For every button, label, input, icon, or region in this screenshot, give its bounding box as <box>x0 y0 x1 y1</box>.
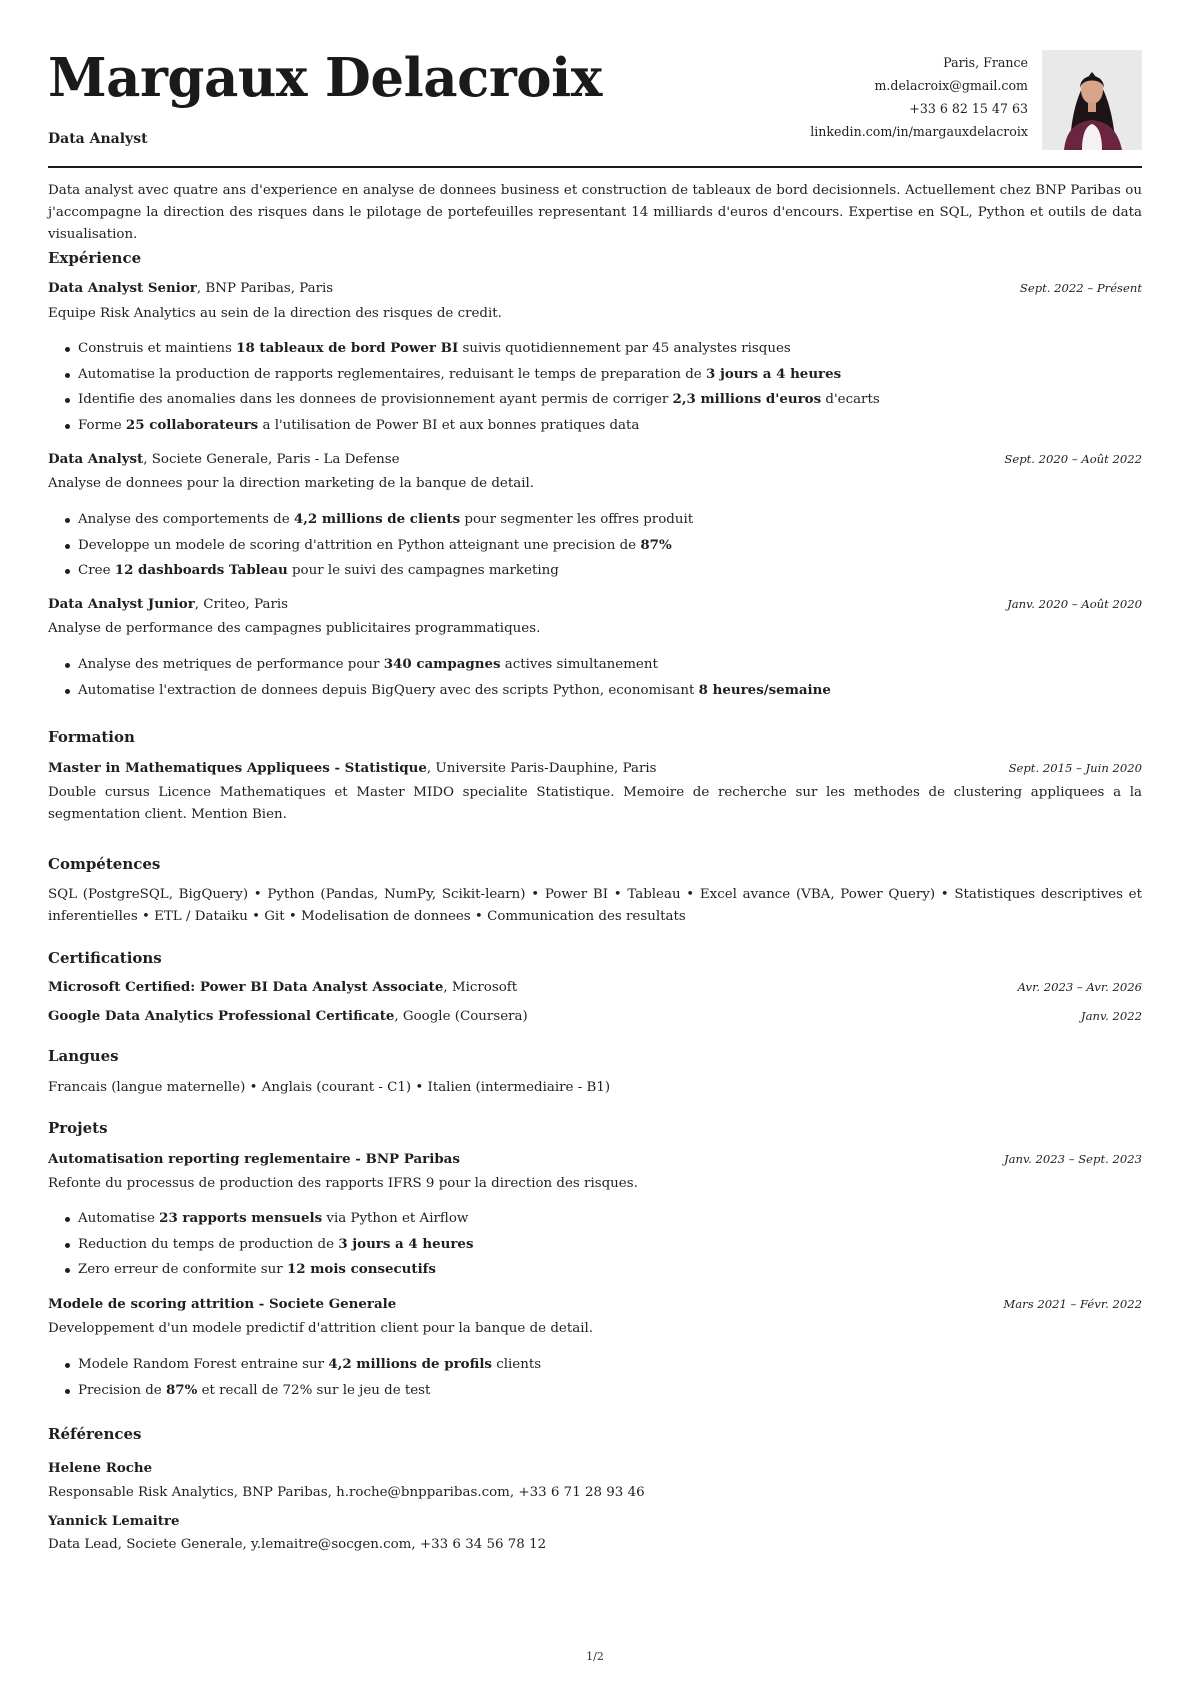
project-description: Refonte du processus de production des rapports IFRS 9 pour la direction des risques. <box>48 1176 638 1191</box>
job-date: Sept. 2020 – Août 2022 <box>1004 452 1142 466</box>
resume-header <box>48 0 1142 168</box>
page-indicator: 1/2 <box>586 1650 604 1663</box>
job-org: , Societe Generale, Paris - La Defense <box>143 452 400 467</box>
project-entry-header <box>48 1151 1142 1171</box>
section-title-references: Références <box>48 1425 142 1443</box>
job-title: Data Analyst Senior <box>48 280 197 296</box>
school-name: , Universite Paris-Dauphine, Paris <box>426 761 657 776</box>
education-entry-header <box>48 760 1142 780</box>
bullet-item: Automatise l'extraction de donnees depuis BigQuery avec des scripts Python, economisant 8 heures/semaine <box>78 680 1142 706</box>
section-title-certifications: Certifications <box>48 949 162 967</box>
contact-linkedin[interactable]: linkedin.com/in/margauxdelacroix <box>810 124 1028 139</box>
job-description: Analyse de donnees pour la direction marketing de la banque de detail. <box>48 476 535 491</box>
experience-entry-header <box>48 451 1142 471</box>
bullet-item: Forme 25 collaborateurs a l'utilisation de Power BI et aux bonnes pratiques data <box>78 415 1142 441</box>
candidate-name: Margaux Delacroix <box>48 47 602 109</box>
contact-location: Paris, France <box>943 55 1028 70</box>
experience-entry-header <box>48 596 1142 616</box>
degree-title: Master in Mathematiques Appliquees - Statistique <box>48 760 427 776</box>
contact-email[interactable]: m.delacroix@gmail.com <box>874 78 1028 93</box>
certification-item <box>48 979 1142 999</box>
job-description: Analyse de performance des campagnes publicitaires programmatiques. <box>48 621 541 636</box>
candidate-role: Data Analyst <box>48 131 148 147</box>
certification-date: Avr. 2023 – Avr. 2026 <box>1017 980 1142 994</box>
resume-page <box>48 0 1142 1552</box>
bullet-item: Identifie des anomalies dans les donnees de provisionnement ayant permis de corriger 2,3 millions d'euros d'ecarts <box>78 389 1142 415</box>
job-date: Sept. 2022 – Présent <box>1019 281 1142 295</box>
education-description: Double cursus Licence Mathematiques et Master MIDO specialite Statistique. Memoire de recherche sur les methodes de clustering appliquees a la segmentation client. Mention Bien. <box>48 785 1142 822</box>
certification-issuer: , Google (Coursera) <box>394 1009 528 1024</box>
reference-details: Responsable Risk Analytics, BNP Paribas, h.roche@bnpparibas.com, +33 6 71 28 93 46 <box>48 1485 645 1500</box>
certification-issuer: , Microsoft <box>443 980 518 995</box>
section-title-education: Formation <box>48 728 135 746</box>
bullet-item: Construis et maintiens 18 tableaux de bord Power BI suivis quotidiennement par 45 analystes risques <box>78 338 1142 364</box>
job-bullets <box>78 654 1142 705</box>
bullet-item: Modele Random Forest entraine sur 4,2 millions de profils clients <box>78 1354 1142 1380</box>
contact-block <box>810 54 1028 146</box>
job-org: , BNP Paribas, Paris <box>196 281 334 296</box>
reference-name: Helene Roche <box>48 1460 153 1476</box>
languages-list: Francais (langue maternelle) • Anglais (courant - C1) • Italien (intermediaire - B1) <box>48 1080 611 1095</box>
project-date: Janv. 2023 – Sept. 2023 <box>1003 1152 1142 1166</box>
bullet-item: Automatise la production de rapports reglementaires, reduisant le temps de preparation de 3 jours a 4 heures <box>78 364 1142 390</box>
project-entry-header <box>48 1296 1142 1316</box>
reference-details: Data Lead, Societe Generale, y.lemaitre@socgen.com, +33 6 34 56 78 12 <box>48 1537 547 1552</box>
bullet-item: Automatise 23 rapports mensuels via Python et Airflow <box>78 1208 1142 1234</box>
bullet-item: Analyse des metriques de performance pour 340 campagnes actives simultanement <box>78 654 1142 680</box>
section-title-languages: Langues <box>48 1047 119 1065</box>
profile-photo-icon <box>1042 50 1142 150</box>
job-title: Data Analyst <box>48 451 144 467</box>
certification-title: Google Data Analytics Professional Certificate <box>48 1008 395 1024</box>
job-title: Data Analyst Junior <box>48 596 195 612</box>
certification-title: Microsoft Certified: Power BI Data Analyst Associate <box>48 979 444 995</box>
project-title: Automatisation reporting reglementaire - BNP Paribas <box>48 1151 460 1167</box>
job-date: Janv. 2020 – Août 2020 <box>1007 597 1142 611</box>
section-title-experience: Expérience <box>48 249 142 267</box>
job-bullets <box>78 338 1142 440</box>
education-date: Sept. 2015 – Juin 2020 <box>1008 761 1142 775</box>
project-date: Mars 2021 – Févr. 2022 <box>1003 1297 1142 1311</box>
project-bullets <box>78 1354 1142 1405</box>
bullet-item: Precision de 87% et recall de 72% sur le jeu de test <box>78 1380 1142 1406</box>
job-org: , Criteo, Paris <box>194 597 289 612</box>
section-title-skills: Compétences <box>48 855 161 873</box>
experience-entry-header <box>48 280 1142 300</box>
header-divider <box>48 166 1142 168</box>
job-bullets <box>78 509 1142 586</box>
profile-summary: Data analyst avec quatre ans d'experience en analyse de donnees business et construction de tableaux de bord decisionnels. Actuellement chez BNP Paribas ou j'accompagne la direction des risques dans le pilotage de portefeuilles representant 14 milliards d'euros d'encours. Expertise en SQL, Python et outils de data visualisation. <box>48 183 1142 242</box>
bullet-item: Analyse des comportements de 4,2 millions de clients pour segmenter les offres produit <box>78 509 1142 535</box>
bullet-item: Developpe un modele de scoring d'attrition en Python atteignant une precision de 87% <box>78 535 1142 561</box>
certification-item <box>48 1008 1142 1028</box>
section-title-projects: Projets <box>48 1119 108 1137</box>
bullet-item: Cree 12 dashboards Tableau pour le suivi des campagnes marketing <box>78 560 1142 586</box>
certification-date: Janv. 2022 <box>1080 1009 1142 1023</box>
job-description: Equipe Risk Analytics au sein de la direction des risques de credit. <box>48 306 502 321</box>
project-title: Modele de scoring attrition - Societe Generale <box>48 1296 397 1312</box>
bullet-item: Zero erreur de conformite sur 12 mois consecutifs <box>78 1259 1142 1285</box>
project-description: Developpement d'un modele predictif d'attrition client pour la banque de detail. <box>48 1321 594 1336</box>
reference-name: Yannick Lemaitre <box>48 1513 180 1529</box>
profile-photo <box>1042 50 1142 150</box>
project-bullets <box>78 1208 1142 1285</box>
skills-list: SQL (PostgreSQL, BigQuery) • Python (Pandas, NumPy, Scikit-learn) • Power BI • Tableau • Excel avance (VBA, Power Query) • Statistiques descriptives et inferentielles • ETL / Dataiku • Git • Modelisation de donnees • Communication des resultats <box>48 887 1142 924</box>
contact-phone: +33 6 82 15 47 63 <box>909 101 1028 116</box>
bullet-item: Reduction du temps de production de 3 jours a 4 heures <box>78 1234 1142 1260</box>
